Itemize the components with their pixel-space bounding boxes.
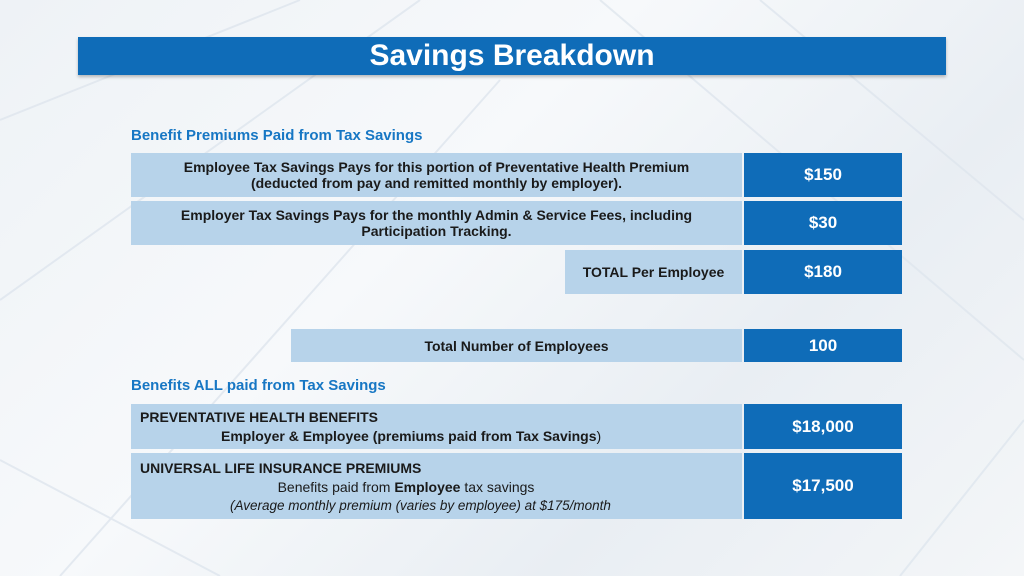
- life-sub-bold: Employee: [394, 478, 461, 495]
- preventative-health-label: [131, 404, 742, 449]
- life-note: (Average monthly premium (varies by employee) at $175/month: [230, 497, 611, 513]
- row-employee-tax-savings-value: $150: [744, 153, 902, 197]
- total-label-text: TOTAL Per Employee: [582, 264, 725, 280]
- section-heading-benefit-premiums: Benefit Premiums Paid from Tax Savings: [131, 127, 423, 144]
- life-sub-post: tax savings: [460, 478, 535, 495]
- total-per-employee-value: $180: [744, 250, 902, 294]
- row-employer-tax-savings-value: $30: [744, 201, 902, 245]
- universal-life-label: [131, 453, 742, 519]
- row-line: Participation Tracking.: [361, 223, 512, 239]
- health-title: PREVENTATIVE HEALTH BENEFITS: [140, 409, 379, 425]
- total-employees-label: [291, 329, 742, 362]
- life-subline: [140, 479, 672, 495]
- preventative-health-value: $18,000: [744, 404, 902, 449]
- page-title: Savings Breakdown: [78, 37, 946, 75]
- health-sub-tail: ): [596, 428, 602, 444]
- row-employer-tax-savings-label: [131, 201, 742, 245]
- health-subline: [221, 428, 742, 444]
- row-line: Employer Tax Savings Pays for the monthly Admin & Service Fees, including: [180, 207, 693, 223]
- employees-label-text: Total Number of Employees: [424, 337, 609, 354]
- life-title: UNIVERSAL LIFE INSURANCE PREMIUMS: [140, 459, 422, 476]
- row-employee-tax-savings-label: [131, 153, 742, 197]
- total-per-employee-label: [565, 250, 742, 294]
- health-sub-bold: Employer & Employee (premiums paid from Tax Savings: [221, 428, 597, 444]
- universal-life-value: $17,500: [744, 453, 902, 519]
- row-line: Employee Tax Savings Pays for this portion of Preventative Health Premium: [183, 159, 690, 175]
- life-sub-pre: Benefits paid from: [277, 478, 395, 495]
- row-line: (deducted from pay and remitted monthly by employer).: [250, 175, 623, 191]
- section-heading-benefits-all-paid: Benefits ALL paid from Tax Savings: [131, 377, 386, 394]
- total-employees-value: 100: [744, 329, 902, 362]
